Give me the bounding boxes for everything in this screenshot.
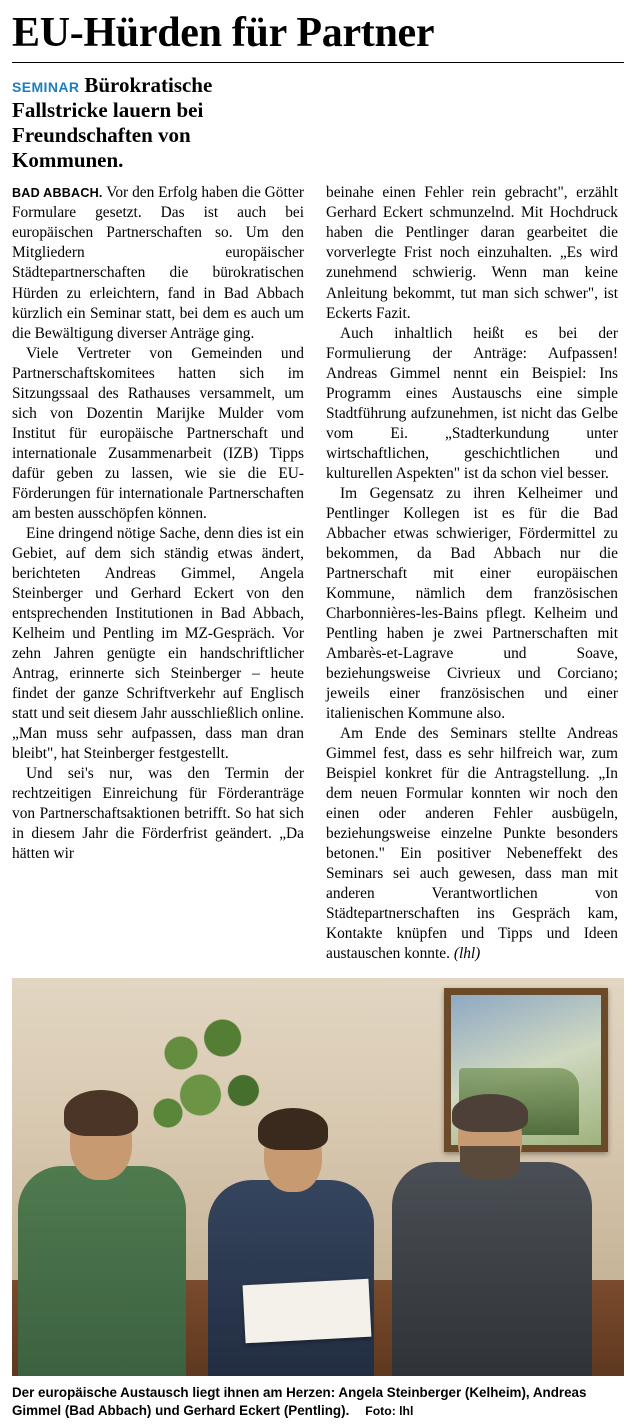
paragraph-text: Vor den Erfolg haben die Götter Formulare gesetzt. Das ist auch bei europäischen Partnerschaften so. Um den Mitgliedern europäischer Städtepartnerschaften die bürokratischen Hürden zu erleichtern, fand in Bad Abbach kürzlich ein Seminar statt, bei dem es auch um die Bewältigung diverser Anträge ging. [12,184,304,342]
paragraph: beinahe einen Fehler rein gebracht", erzählt Gerhard Eckert schmunzelnd. Mit Hochdruck haben die Pentlinger daran gearbeitet die vorverlegte Frist noch einzuhalten. „Es wird zunehmend schwierig. Wenn man keine Anleitung bekommt, tut man sich schwer", ist Eckerts Fazit. [326,184,618,322]
page-title: EU-Hürden für Partner [12,10,435,56]
photo-credit: Foto: lhl [365,1403,414,1418]
paragraph: Und sei's nur, was den Termin der rechtzeitigen Einreichung für Förderanträge von Partnerschaftsaktionen betrifft. So hat sich in diesem Jahr die Förderfrist geändert. „Da hätten wir [12,764,304,862]
photo-caption-text: Der europäische Austausch liegt ihnen am Herzen: Angela Steinberger (Kelheim), Andreas Gimmel (Bad Abbach) und Gerhard Eckert (Pentling). [12,1385,587,1418]
potted-plant [142,1008,272,1158]
person-left-hair [64,1090,138,1136]
headline-divider [12,62,624,63]
author-signature: (lhl) [453,945,481,963]
article-photo-block [12,978,624,1420]
photo-caption [12,1384,624,1420]
person-middle-hair [258,1108,328,1150]
person-left-shirt [18,1166,186,1376]
article-columns [12,183,624,964]
article-teaser [12,73,304,174]
paragraph: Viele Vertreter von Gemeinden und Partnerschaftskomitees hatten sich im Sitzungssaal des Rathauses versammelt, um sich von Dozentin Marijke Mulder vom Institut für europäische Partnerschaft und internationale Zusammenarbeit (IZB) Tipps dafür geben zu lassen, wie sie die EU-Förderungen für internationale Partnerschaften am besten ausschöpfen können. [12,344,304,522]
paragraph: Im Gegensatz zu ihren Kelheimer und Pentlinger Kollegen ist es für die Bad Abbacher etwas schwieriger, Fördermittel zu bekommen, da Bad Abbach nur die Partnerschaft mit einer europäischen Kommune, nämlich dem französischen Charbonnières-les-Bains pflegt. Kelheim und Pentling haben je zwei Partnerschaften mit Ambarès-et-Lagrave und Soave, beziehungsweise Civrieux und Corciano; jeweils einer französischen und einer italienischen Kommune also. [326,484,618,722]
paragraph: Auch inhaltlich heißt es bei der Formulierung der Anträge: Aufpassen! Andreas Gimmel nennt ein Beispiel: Ins Programm eines Austauschs eine simple Stadtführung aufzunehmen, ist nicht das Gelbe vom Ei. „Stadterkundung unter wirtschaftlichen, geschichtlichen und kulturellen Aspekten" ist da schon viel besser. [326,324,618,482]
column-right [326,183,618,964]
paragraph-text: Am Ende des Seminars stellte Andreas Gimmel fest, dass es sehr hilfreich war, zum Beispiel konkret für die Antragstellung. „In dem neuen Formular konnten wir noch den einen oder anderen Fehler ausbügeln, beziehungsweise einzelne Punkte besonders betonen." Ein positiver Nebeneffekt des Seminars sei auch gewesen, dass man mit anderen Verantwortlichen von Städtepartnerschaften ins Gespräch kam, Kontakte knüpfen und Tipps und Ideen austauschen konnte. [326,724,618,963]
person-right-hair [452,1094,528,1132]
section-kicker: SEMINAR [12,78,80,95]
teaser-text: Bürokratische Fallstricke lauern bei Freundschaften von Kommunen. [12,72,213,173]
person-right-beard [460,1146,520,1180]
paragraph [326,724,618,964]
dateline: BAD ABBACH. [12,186,103,201]
person-middle-shirt [208,1180,374,1376]
paragraph [12,183,304,343]
document-sheet [243,1279,372,1344]
column-left [12,183,304,864]
paragraph: Eine dringend nötige Sache, denn dies ist ein Gebiet, auf dem sich ständig etwas ändert, berichteten Andreas Gimmel, Angela Steinberger und Gerhard Eckert von den entsprechenden Institutionen in Bad Abbach, Kelheim und Pentling im MZ-Gespräch. Vor zehn Jahren genügte ein handschriftlicher Antrag, erinnerte sich Steinberger – heute findet der ganze Schriftverkehr auf Englisch statt und seit diesem Jahr ausschließlich online. „Man muss sehr aufpassen, dass man dran bleibt", hat Steinberger festgestellt. [12,524,304,762]
person-right-shirt [392,1162,592,1376]
article-photo [12,978,624,1376]
